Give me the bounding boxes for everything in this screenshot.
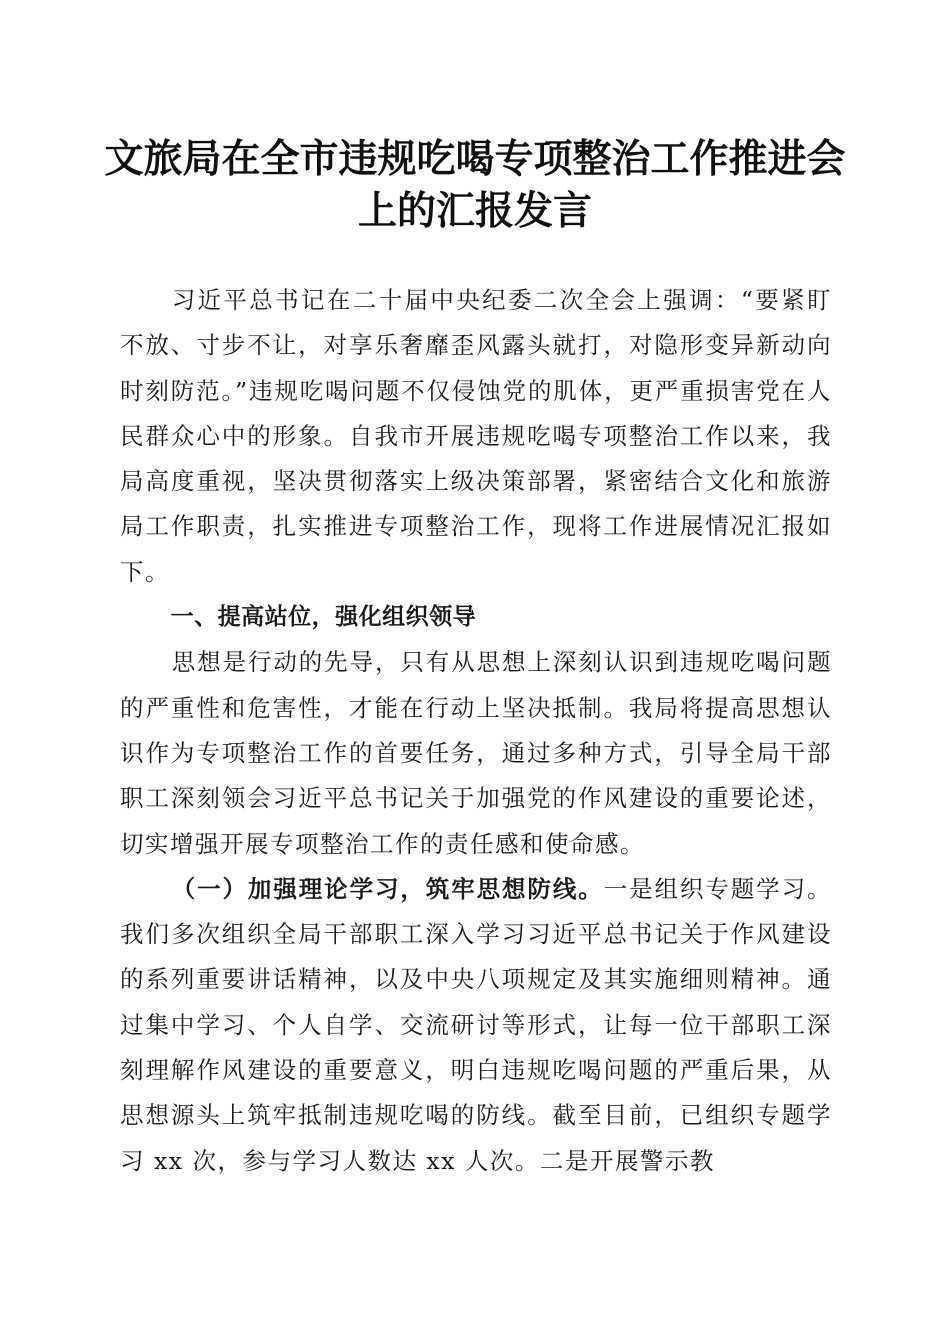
document-body (120, 278, 832, 1184)
subsection-heading: （一）加强理论学习，筑牢思想防线。 (171, 874, 604, 903)
section-paragraph: 思想是行动的先导，只有从思想上深刻认识到违规吃喝问题的严重性和危害性，才能在行动上坚决抵制。我局将提高思想认识作为专项整治工作的首要任务，通过多种方式，引导全局干部职工深刻领会习近平总书记关于加强党的作风建设的重要论述，切实增强开展专项整治工作的责任感和使命感。 (120, 648, 832, 858)
document-title: 文旅局在全市违规吃喝专项整治工作推进会上的汇报发言 (104, 136, 846, 234)
intro-paragraph: 习近平总书记在二十届中央纪委二次全会上强调：“要紧盯不放、寸步不让，对享乐奢靡歪风露头就打，对隐形变异新动向时刻防范。”违规吃喝问题不仅侵蚀党的肌体，更严重损害党在人民群众心中的形象。自我市开展违规吃喝专项整治工作以来，我局高度重视，坚决贯彻落实上级决策部署，紧密结合文化和旅游局工作职责，扎实推进专项整治工作，现将工作进展情况汇报如下。 (120, 286, 832, 586)
subsection-paragraph (120, 867, 832, 1184)
subsection-body: 一是组织专题学习。我们多次组织全局干部职工深入学习习近平总书记关于作风建设的系列重要讲话精神，以及中央八项规定及其实施细则精神。通过集中学习、个人自学、交流研讨等形式，让每一位干部职工深刻理解作风建设的重要意义，明白违规吃喝问题的严重后果，从思想源头上筑牢抵制违规吃喝的防线。截至目前，已组织专题学习 xx 次，参与学习人数达 xx 人次。二是开展警示教 (120, 874, 833, 1175)
section-heading: 一、提高站位，强化组织领导 (170, 604, 477, 631)
